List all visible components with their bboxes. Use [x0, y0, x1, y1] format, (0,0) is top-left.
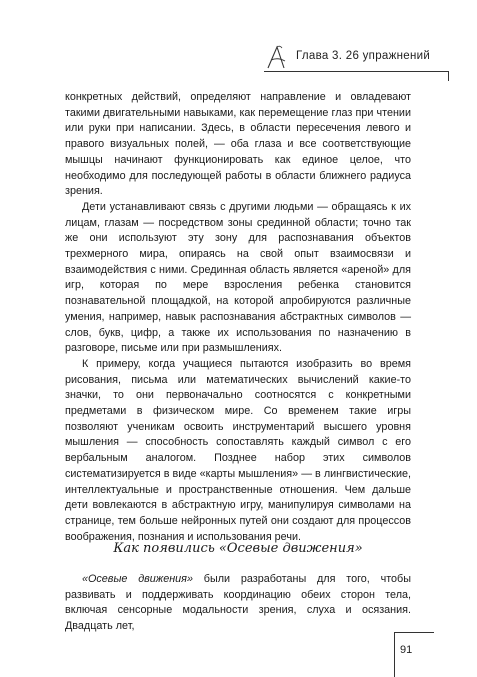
header-rule-tick — [448, 71, 449, 81]
paragraph-3: К примеру, когда учащиеся пытаются изобразить во время рисования, письма или математических вычислений какие-то значки, то они первоначально соотносятся с конкретными предметами в физическом мире. Со временем такие игры позволяют ученикам освоить инструментарий высшего уровня мышления — способность сопоставлять каждый символ с его вербальным аналогом. Позднее набор этих символов систематизируется в виде «карты мышления» — в лингвистические, интеллектуальные и пространственные отношения. Чем дальше дети вовлекаются в абстрактную игру, манипулируя символами на странице, тем больше нейронных путей они создают для процессов воображения, познания и использования речи. — [65, 357, 411, 543]
section-body — [65, 572, 411, 635]
section-heading: Как появились «Осевые движения» — [113, 541, 363, 556]
letter-a-ornament-icon — [266, 44, 288, 70]
header-rule — [264, 71, 449, 72]
section-paragraph-1 — [65, 572, 411, 635]
term-emphasis: «Осевые движения» — [82, 573, 193, 585]
running-header — [0, 42, 477, 72]
body-text — [65, 90, 411, 545]
section-paragraph-text: были разработаны для того, чтобы развивать и поддерживать координацию обеих сторон тела, включая сенсорные модальности зрения, слуха и осязания. Двадцать лет, — [65, 573, 411, 633]
page-number-rule-horizontal — [394, 632, 434, 633]
page-number: 91 — [400, 644, 413, 656]
chapter-title: Глава 3. 26 упражнений — [296, 50, 431, 62]
paragraph-2: Дети устанавливают связь с другими людьми — обращаясь к их лицам, глазам — посредством зоны срединной области; точно так же они используют эту зону для распознавания объектов трехмерного мира, опираясь на свой опыт взаимосвязи и взаимодействия с ними. Срединная область является «ареной» для игр, которая по мере взросления ребенка становится познавательной площадкой, на которой апробируются различные умения, например, навык распознавания абстрактных символов — слов, букв, цифр, а также их использования по назначению в разговоре, письме или при размышлениях. — [65, 200, 411, 355]
paragraph-1: конкретных действий, определяют направление и овладевают такими двигательными навыками, как перемещение глаз при чтении или руки при написании. Здесь, в области пересечения левого и правого визуальных полей, — оба глаза и все соответствующие мышцы начинают функционировать как единое целое, что необходимо для последующей работы в области ближнего радиуса зрения. — [65, 91, 411, 198]
page-number-rule-vertical — [394, 632, 395, 677]
